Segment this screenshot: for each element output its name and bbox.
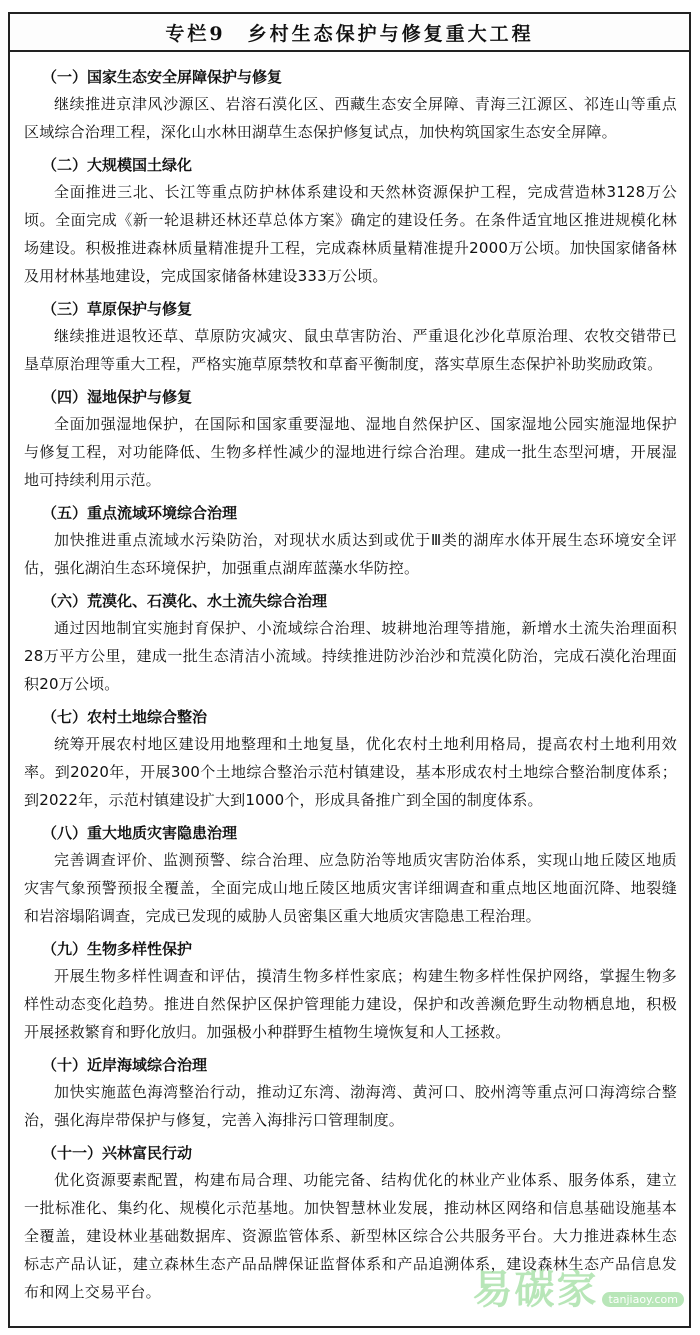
section-title: （六）荒漠化、石漠化、水土流失综合治理 bbox=[42, 592, 328, 610]
section-title: （九）生物多样性保护 bbox=[42, 940, 193, 958]
section-body: 统筹开展农村地区建设用地整理和土地复垦，优化农村土地利用格局，提高农村土地利用效率。到2020年，开展300个土地综合整治示范村镇建设，基本形成农村土地综合整治制度体系；到2022年，示范村镇建设扩大到1000个，形成具备推广到全国的制度体系。 bbox=[24, 735, 677, 809]
section-8 bbox=[24, 822, 677, 930]
section-body: 加快实施蓝色海湾整治行动，推动辽东湾、渤海湾、黄河口、胶州湾等重点河口海湾综合整治，强化海岸带保护与修复，完善入海排污口管理制度。 bbox=[24, 1083, 677, 1129]
section-title: （五）重点流域环境综合治理 bbox=[42, 504, 238, 522]
section-title: （三）草原保护与修复 bbox=[42, 300, 193, 318]
section-body: 全面加强湿地保护，在国际和国家重要湿地、湿地自然保护区、国家湿地公园实施湿地保护与修复工程，对功能降低、生物多样性减少的湿地进行综合治理。建成一批生态型河塘，开展湿地可持续利用示范。 bbox=[24, 415, 677, 489]
section-body: 完善调查评价、监测预警、综合治理、应急防治等地质灾害防治体系，实现山地丘陵区地质灾害气象预警预报全覆盖，全面完成山地丘陵区地质灾害详细调查和重点地区地面沉降、地裂缝和岩溶塌陷调查，完成已发现的威胁人员密集区重大地质灾害隐患工程治理。 bbox=[24, 851, 677, 925]
section-body: 优化资源要素配置，构建布局合理、功能完备、结构优化的林业产业体系、服务体系，建立一批标准化、集约化、规模化示范基地。加快智慧林业发展，推动林区网络和信息基础设施基本全覆盖，建设林业基础数据库、资源监管体系、新型林区综合公共服务平台。大力推进森林生态标志产品认证，建立森林生态产品品牌保证监督体系和产品追溯体系，建设森林生态产品信息发布和网上交易平台。 bbox=[24, 1171, 677, 1301]
section-1 bbox=[24, 66, 677, 146]
section-title: （十）近岸海域综合治理 bbox=[42, 1056, 208, 1074]
watermark-url: tanjiaoy.com bbox=[602, 1292, 684, 1307]
section-body: 继续推进京津风沙源区、岩溶石漠化区、西藏生态安全屏障、青海三江源区、祁连山等重点区域综合治理工程，深化山水林田湖草生态保护修复试点，加快构筑国家生态安全屏障。 bbox=[24, 95, 677, 141]
section-body: 全面推进三北、长江等重点防护林体系建设和天然林资源保护工程，完成营造林3128万公顷。全面完成《新一轮退耕还林还草总体方案》确定的建设任务。在条件适宜地区推进规模化林场建设。积极推进森林质量精准提升工程，完成森林质量精准提升2000万公顷。加快国家储备林及用材林基地建设，完成国家储备林建设333万公顷。 bbox=[24, 183, 677, 285]
section-title: （二）大规模国土绿化 bbox=[42, 156, 193, 174]
watermark-logo-text: 易碳家 bbox=[472, 1267, 599, 1313]
section-title: （七）农村土地综合整治 bbox=[42, 708, 208, 726]
column-box bbox=[8, 12, 691, 1328]
section-body: 通过因地制宜实施封育保护、小流域综合治理、坡耕地治理等措施，新增水土流失治理面积28万平方公里，建成一批生态清洁小流域。持续推进防沙治沙和荒漠化防治，完成石漠化治理面积20万公顷。 bbox=[24, 619, 677, 693]
column-content bbox=[10, 52, 689, 1306]
section-title: （十一）兴林富民行动 bbox=[42, 1144, 193, 1162]
section-10 bbox=[24, 1054, 677, 1134]
section-5 bbox=[24, 502, 677, 582]
section-9 bbox=[24, 938, 677, 1046]
section-title: （一）国家生态安全屏障保护与修复 bbox=[42, 68, 283, 86]
section-body: 加快推进重点流域水污染防治，对现状水质达到或优于Ⅲ类的湖库水体开展生态环境安全评估，强化湖泊生态环境保护，加强重点湖库蓝藻水华防控。 bbox=[24, 531, 677, 577]
section-body: 开展生物多样性调查和评估，摸清生物多样性家底；构建生物多样性保护网络，掌握生物多样性动态变化趋势。推进自然保护区保护管理能力建设，保护和改善濒危野生动物栖息地，积极开展拯救繁育和野化放归。加强极小种群野生植物生境恢复和人工拯救。 bbox=[24, 967, 677, 1041]
section-2 bbox=[24, 154, 677, 290]
section-body: 继续推进退牧还草、草原防灾减灾、鼠虫草害防治、严重退化沙化草原治理、农牧交错带已垦草原治理等重大工程，严格实施草原禁牧和草畜平衡制度，落实草原生态保护补助奖励政策。 bbox=[24, 327, 677, 373]
section-3 bbox=[24, 298, 677, 378]
section-6 bbox=[24, 590, 677, 698]
watermark-logo bbox=[472, 1258, 684, 1315]
column-title: 专栏9 乡村生态保护与修复重大工程 bbox=[10, 14, 689, 52]
section-title: （四）湿地保护与修复 bbox=[42, 388, 193, 406]
section-4 bbox=[24, 386, 677, 494]
section-title: （八）重大地质灾害隐患治理 bbox=[42, 824, 238, 842]
section-7 bbox=[24, 706, 677, 814]
